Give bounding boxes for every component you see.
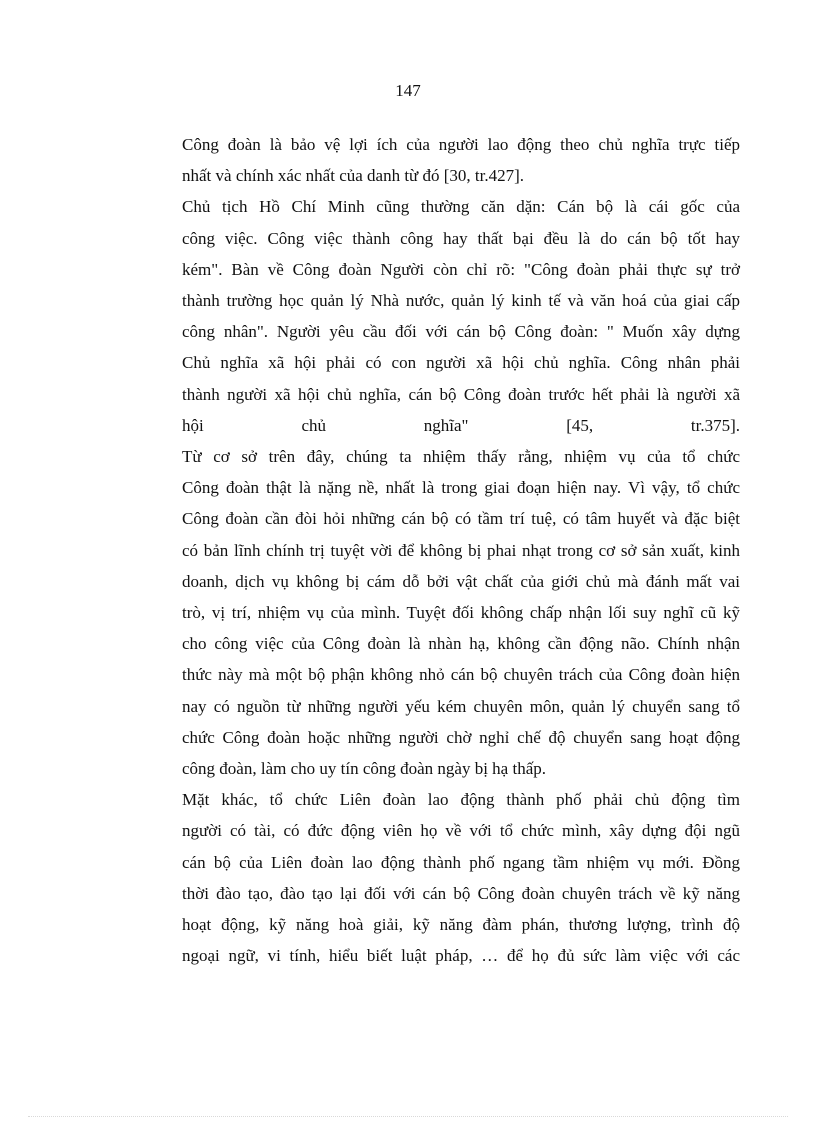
text-line: ngoại ngữ, vi tính, hiểu biết luật pháp, … để họ đủ sức làm việc với các: [182, 946, 740, 966]
text-line: Mặt khác, tổ chức Liên đoàn lao động thành phố phải chủ động tìm: [182, 790, 740, 810]
paragraph: [135, 129, 740, 191]
text-line: thành người xã hội chủ nghĩa, cán bộ Công đoàn trước hết phải là người xã: [182, 384, 740, 404]
paragraph: [135, 441, 740, 784]
text-line: Công đoàn thật là nặng nề, nhất là trong giai đoạn hiện nay. Vì vậy, tổ chức: [182, 478, 740, 498]
text-line: Từ cơ sở trên đây, chúng ta nhiệm thấy rằng, nhiệm vụ của tổ chức: [182, 447, 740, 467]
text-line: kém". Bàn về Công đoàn Người còn chỉ rõ: "Công đoàn phải thực sự trở: [182, 259, 740, 279]
text-line: có bản lĩnh chính trị tuyệt vời để không bị phai nhạt trong cơ sở sản xuất, kinh: [182, 540, 740, 560]
text-line: cán bộ của Liên đoàn lao động thành phố ngang tầm nhiệm vụ mới. Đồng: [182, 852, 740, 872]
text-line: Chủ tịch Hồ Chí Minh cũng thường căn dặn: Cán bộ là cái gốc của: [182, 197, 740, 217]
text-line: nay có nguồn từ những người yếu kém chuyên môn, quản lý chuyển sang tổ: [182, 696, 740, 716]
text-line: doanh, dịch vụ không bị cám dỗ bởi vật chất của giới chủ mà đánh mất vai: [182, 571, 740, 591]
text-line: công đoàn, làm cho uy tín công đoàn ngày bị hạ thấp.: [182, 759, 546, 779]
document-body: [135, 129, 740, 971]
text-line: công nhân". Người yêu cầu đối với cán bộ Công đoàn: " Muốn xây dựng: [182, 322, 740, 342]
text-line: công việc. Công việc thành công hay thất bại đều là do cán bộ tốt hay: [182, 228, 740, 248]
text-line: người có tài, có đức động viên họ về với tổ chức mình, xây dựng đội ngũ: [182, 821, 740, 841]
text-line: cho công việc của Công đoàn là nhàn hạ, không cần động não. Chính nhận: [182, 634, 740, 654]
page-number: 147: [395, 81, 421, 100]
text-line: hội chủ nghĩa" [45, tr.375].: [182, 415, 740, 435]
paragraph: [135, 784, 740, 971]
text-line: hoạt động, kỹ năng hoà giải, kỹ năng đàm phán, thương lượng, trình độ: [182, 915, 740, 935]
text-line: thành trường học quản lý Nhà nước, quản lý kinh tế và văn hoá của giai cấp: [182, 291, 740, 311]
text-line: Công đoàn cần đòi hỏi những cán bộ có tầm trí tuệ, có tâm huyết và đặc biệt: [182, 509, 740, 529]
text-line: nhất và chính xác nhất của danh từ đó [30, tr.427].: [182, 166, 525, 186]
text-line: Chủ nghĩa xã hội phải có con người xã hội chủ nghĩa. Công nhân phải: [182, 353, 740, 373]
paragraph: [135, 191, 740, 441]
text-line: chức Công đoàn hoặc những người chờ nghỉ chế độ chuyển sang hoạt động: [182, 727, 740, 747]
bottom-divider: [28, 1116, 788, 1117]
text-line: thức này mà một bộ phận không nhỏ cán bộ chuyên trách của Công đoàn hiện: [182, 665, 740, 685]
text-line: Công đoàn là bảo vệ lợi ích của người lao động theo chủ nghĩa trực tiếp: [182, 135, 740, 154]
text-line: trò, vị trí, nhiệm vụ của mình. Tuyệt đối không chấp nhận lối suy nghĩ cũ kỹ: [182, 603, 740, 623]
text-line: thời đào tạo, đào tạo lại đối với cán bộ Công đoàn chuyên trách về kỹ năng: [182, 883, 740, 903]
